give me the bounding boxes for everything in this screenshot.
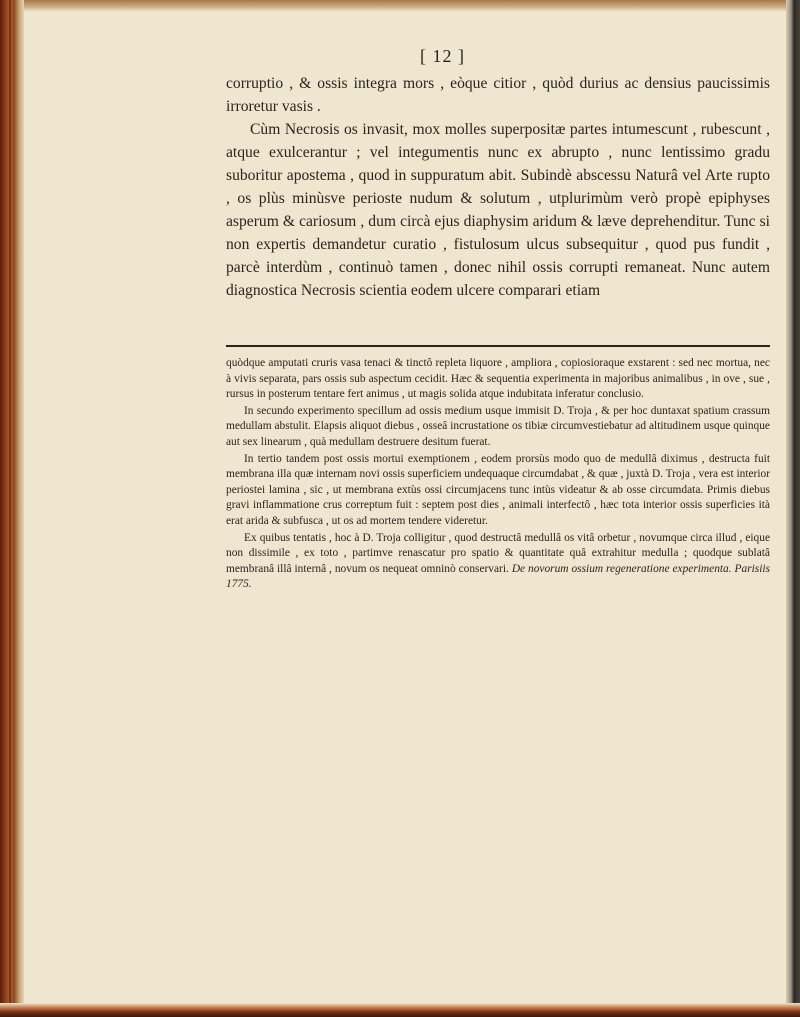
footnote-paragraph: quòdque amputati cruris vasa tenaci & tinctô repleta liquore , ampliora , copiosioraque exstarent : sed nec mortua, nec à vivis separata, pars ossis sub aspectum cecidit. Hæc & sequentia experimenta in majoribus animalibus , in ove , sue , rursus in posterum tentare fert animus , ut magis solida atque indubitata inferatur conclusio.	[226, 357, 770, 401]
main-text	[226, 72, 770, 302]
footnote-paragraph-text: Ex quibus tentatis , hoc à D. Troja colligitur , quod destructâ medullâ os vitâ orbetur , novumque circa illud , eique non dissimile , ex toto , partimve renascatur pro spatio & quantitate quâ extrahitur medulla ; quodque sublatâ membranâ illâ internâ , novum os nequeat omninò conservari.	[226, 531, 770, 575]
footnote-paragraph-last	[226, 531, 770, 593]
main-paragraph: Cùm Necrosis os invasit, mox molles superpositæ partes intumescunt , rubescunt , atque exulcerantur ; vel integumentis nunc ex abrupto , nunc lentissimo gradu suboritur apostema , quod in suppuratum abit. Subindè abscessu Naturâ vel Arte rupto , os plùs minùsve perioste nudum & solutum , utplurimùm verò propè epiphyses asperum & cariosum , dum circà ejus diaphysim aridum & læve deprehenditur. Tunc si non expertis demandetur curatio , fistulosum ulcus subsequitur , quod pus fundit , parcè interdùm , continuò tamen , donec nihil ossis corrupti remaneat. Nunc autem diagnostica Necrosis scientia eodem ulcere comparari etiam	[226, 121, 770, 299]
footnote-rule	[226, 345, 770, 347]
page-top-edge	[24, 0, 786, 12]
footnote-text	[226, 356, 770, 593]
footnote-paragraph: In tertio tandem post ossis mortui exemptionem , eodem prorsùs modo quo de medullâ diximus , destructa fuit membrana illa quæ internam novi ossis superficiem undequaque circumdabat , & quæ , juxtà D. Troja , vera est interior periostei lamina , sic , ut membrana extùs ossi circumjacens tunc intùs videatur & ab osse circumdata. Primis diebus gravi inflammatione crus correptum fuit : septem post dies , animali interfectô , hæc tota interior ossis superficies ità erat arida & subfusca , ut os ad mortem tendere videretur.	[226, 452, 770, 527]
main-paragraph: corruptio , & ossis integra mors , eòque citior , quòd durius ac densius paucissimis irroretur vasis .	[226, 75, 770, 115]
book-binding-edge	[0, 0, 24, 1017]
page-number: [ 12 ]	[420, 46, 465, 66]
page-bottom-edge	[0, 1003, 800, 1017]
page-right-edge	[786, 0, 800, 1017]
footnote-paragraph: In secundo experimento specillum ad ossis medium usque immisit D. Troja , & per hoc duntaxat spatium crassum medullam abstulit. Elapsis aliquot diebus , osseâ incrustatione os tibiæ circumvestiebatur ad altitudinem usque quinque aut sex linearum , quà medullam destruere desitum fuerat.	[226, 404, 770, 448]
footnote-citation: De novorum ossium regeneratione experimenta. Parisiis 1775.	[226, 562, 770, 591]
